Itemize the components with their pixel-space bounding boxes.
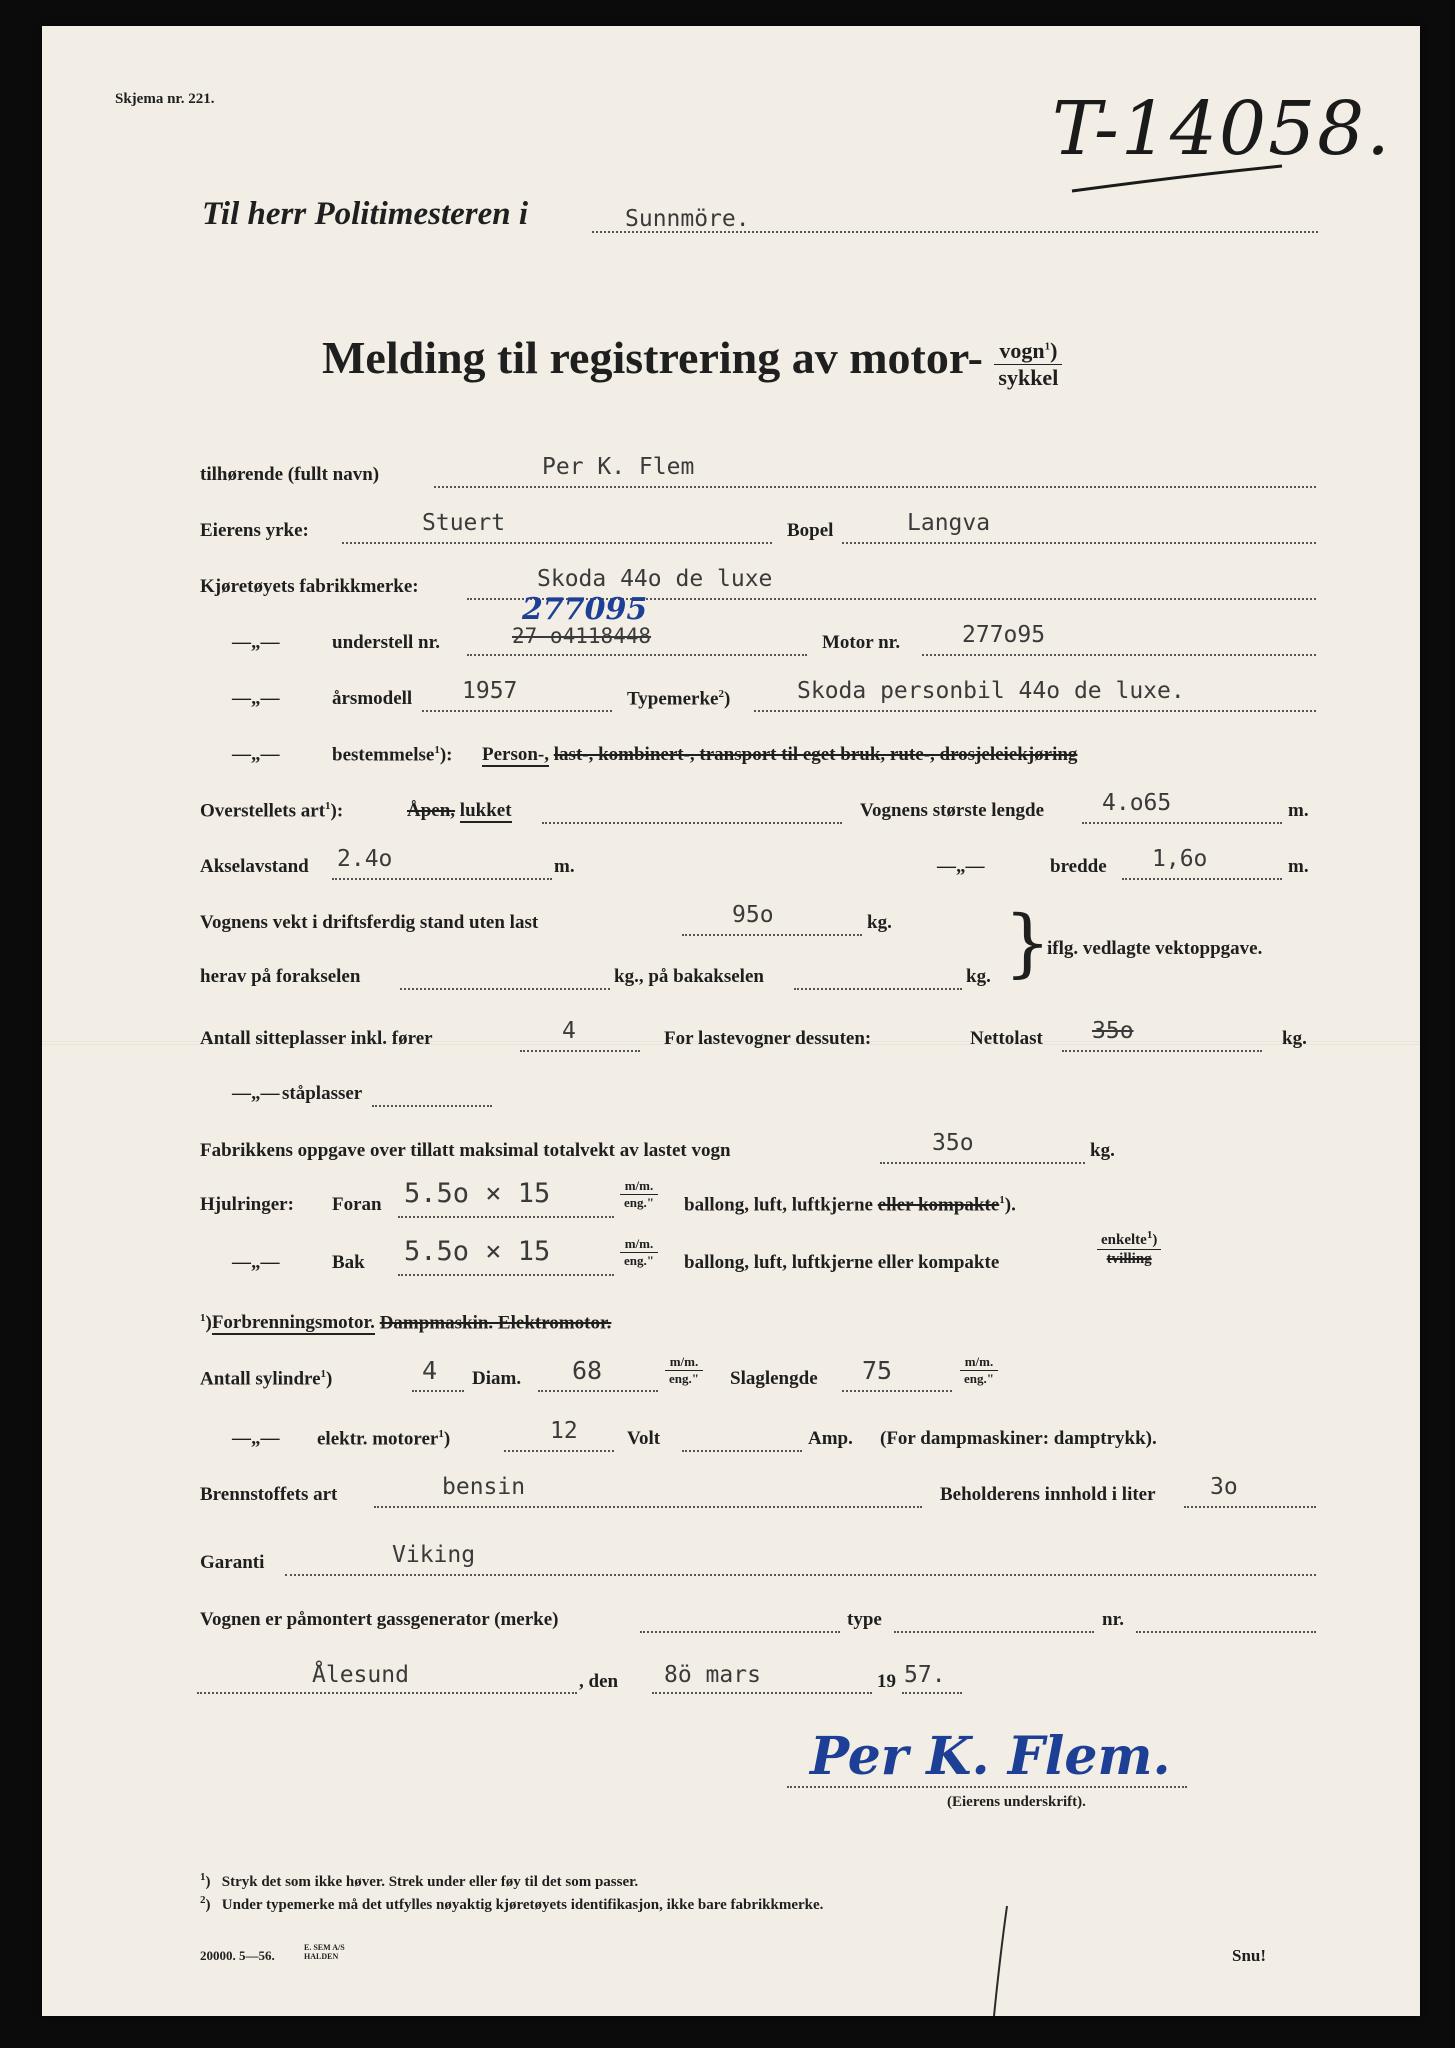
- print-info: 20000. 5—56.: [200, 1948, 275, 1963]
- date-prefix: , den: [579, 1671, 619, 1692]
- title-text: Melding til registrering av motor-: [322, 332, 983, 383]
- unit-mm: m/m.: [665, 1354, 703, 1371]
- unit-eng: eng.": [669, 1370, 699, 1386]
- fuel-value: bensin: [442, 1474, 526, 1500]
- net-load-value: 35o: [1092, 1018, 1134, 1044]
- stroke-value: 75: [862, 1356, 893, 1385]
- cylinders-value: 4: [422, 1356, 438, 1385]
- body-struck: Åpen,: [407, 800, 456, 821]
- net-load-unit: kg.: [1282, 1028, 1307, 1049]
- make-value: Skoda 44o de luxe: [537, 566, 773, 592]
- truck-label: For lastevogner dessuten:: [664, 1028, 872, 1049]
- weight-note: iflg. vedlagte vektoppgave.: [1047, 938, 1263, 959]
- length-label: Vognens største lengde: [860, 800, 1045, 821]
- purpose-label: bestemmelse$^1$):: [332, 744, 453, 766]
- ditto-mark: —„—: [232, 1252, 280, 1273]
- title-fraction: $\frac{vogn^1)}{\text{sykkel}}$: [994, 338, 1062, 392]
- make-label: Kjøretøyets fabrikkmerke:: [200, 576, 419, 597]
- weight-value: 95o: [732, 902, 774, 928]
- ditto-mark: —„—: [232, 688, 280, 709]
- tyre-types-front-struck: eller kompakte: [877, 1194, 1000, 1216]
- tyre-front-value: 5.5o × 15: [404, 1178, 551, 1209]
- unit-eng: eng.": [624, 1194, 654, 1210]
- model-year-value: 1957: [462, 678, 518, 704]
- chassis-label: understell nr.: [332, 632, 441, 653]
- brace: }: [1004, 900, 1052, 986]
- footnote-2-text: Under typemerke må det utfylles nøyaktig kjøretøyets identifikasjon, ikke bare fabrikkmerke.: [221, 1897, 824, 1913]
- engine-kept: Forbrenningsmotor.: [211, 1312, 375, 1334]
- front-axle-label: herav på forakselen: [200, 966, 361, 987]
- unit-eng: eng.": [964, 1370, 994, 1386]
- printer-info: E. SEM A/S HALDEN: [304, 1943, 345, 1961]
- type-value: Skoda personbil 44o de luxe.: [797, 678, 1185, 704]
- width-label: bredde: [1050, 856, 1107, 877]
- unit-mm: m/m.: [960, 1354, 998, 1371]
- cylinders-label-text: Antall sylindre: [200, 1368, 321, 1390]
- body-label: Overstellets art$^1$):: [200, 800, 344, 822]
- body-kept: lukket: [459, 800, 512, 821]
- ditto-mark: —„—: [232, 1083, 280, 1104]
- wheelbase-value: 2.4o: [337, 846, 393, 872]
- occupation-label: Eierens yrke:: [200, 520, 309, 541]
- standing-label: ståplasser: [282, 1083, 363, 1104]
- max-weight-value: 35o: [932, 1130, 974, 1156]
- body-label-text: Overstellets art: [200, 800, 326, 822]
- schema-number: Skjema nr. 221.: [115, 91, 215, 107]
- owner-label: tilhørende (fullt navn): [200, 464, 380, 485]
- engine-kind: $^1$)Forbrenningsmotor. Dampmaskin. Elektromotor.: [200, 1312, 612, 1334]
- gas-generator-label: Vognen er påmontert gassgenerator (merke): [200, 1609, 559, 1630]
- gas-type-label: type: [847, 1609, 882, 1630]
- diam-value: 68: [572, 1356, 603, 1385]
- addressee-label: Til herr Politimesteren i: [202, 196, 529, 232]
- pen-marks: [42, 26, 1420, 2016]
- width-unit: m.: [1288, 856, 1309, 877]
- occupation-value: Stuert: [422, 510, 506, 536]
- ditto-mark: —„—: [937, 856, 985, 877]
- net-load-label: Nettolast: [970, 1028, 1043, 1049]
- footnote-2: $^2$) Under typemerke må det utfylles nøyaktig kjøretøyets identifikasjon, ikke bare fabrikkmerke.: [200, 1894, 824, 1913]
- footnote-1: $^1$) Stryk det som ikke høver. Strek under eller føy til det som passer.: [200, 1871, 639, 1890]
- date-value: 8ö mars: [664, 1662, 761, 1688]
- stroke-label: Slaglengde: [730, 1368, 818, 1389]
- unit-mm: m/m.: [620, 1236, 658, 1253]
- tyre-types-front: ballong, luft, luftkjerne eller kompakte$^1$).: [684, 1194, 1016, 1216]
- year-prefix: 19: [877, 1671, 896, 1692]
- tank-value: 3o: [1210, 1474, 1238, 1500]
- year-value: 57.: [904, 1662, 946, 1688]
- purpose-struck: last-, kombinert-, transport til eget bruk, rute-, drosjeleiekjøring: [553, 744, 1078, 765]
- guarantee-value: Viking: [392, 1542, 476, 1568]
- guarantee-label: Garanti: [200, 1552, 265, 1573]
- weight-label: Vognens vekt i driftsferdig stand uten last: [200, 912, 539, 933]
- length-unit: m.: [1288, 800, 1309, 821]
- elec-label-text: elektr. motorer: [317, 1428, 439, 1450]
- steam-note: (For dampmaskiner: damptrykk).: [880, 1428, 1157, 1449]
- unit-mm: m/m.: [620, 1178, 658, 1195]
- tyre-types-front-text: ballong, luft, luftkjerne: [684, 1194, 873, 1216]
- ditto-mark: —„—: [232, 632, 280, 653]
- owner-signature: Per K. Flem.: [810, 1726, 1171, 1787]
- motor-label: Motor nr.: [822, 632, 901, 653]
- weight-unit: kg.: [867, 912, 892, 933]
- length-value: 4.o65: [1102, 790, 1172, 816]
- tyre-types-rear: ballong, luft, luftkjerne eller kompakte: [684, 1252, 1000, 1273]
- residence-label: Bopel: [787, 520, 834, 541]
- place-value: Ålesund: [312, 1662, 409, 1688]
- type-label: Typemerke$^2$): [627, 688, 731, 710]
- single-text: enkelte: [1101, 1232, 1147, 1248]
- type-label-text: Typemerke: [627, 688, 719, 710]
- ditto-mark: —„—: [232, 1428, 280, 1449]
- rear-label: Bak: [332, 1252, 365, 1273]
- signature-label: (Eierens underskrift).: [947, 1794, 1086, 1810]
- chassis-correction: 277095: [522, 592, 648, 627]
- residence-value: Langva: [907, 510, 991, 536]
- wheelbase-unit: m.: [554, 856, 575, 877]
- rear-axle-label: kg., på bakakselen: [614, 966, 764, 987]
- wheelbase-label: Akselavstand: [200, 856, 309, 877]
- max-weight-unit: kg.: [1090, 1140, 1115, 1161]
- engine-struck: Dampmaskin. Elektromotor.: [379, 1312, 612, 1334]
- volt-label: Volt: [627, 1428, 661, 1449]
- fuel-label: Brennstoffets art: [200, 1484, 338, 1505]
- diam-label: Diam.: [472, 1368, 522, 1389]
- turn-over-note: Snu!: [1232, 1946, 1267, 1965]
- archive-number: T-14058.: [1052, 86, 1392, 172]
- ditto-mark: —„—: [232, 744, 280, 765]
- single-twin-fraction: $\frac{enkelte^1)}{\text{tvilling}}$: [1097, 1229, 1161, 1268]
- twin-text: tvilling: [1106, 1251, 1152, 1267]
- title-vogn: vogn: [999, 337, 1045, 363]
- title-sykkel: sykkel: [998, 365, 1059, 390]
- purpose-kept: Person-,: [482, 744, 550, 765]
- footnote-1-text: Stryk det som ikke høver. Strek under eller føy til det som passer.: [221, 1874, 639, 1890]
- gas-nr-label: nr.: [1102, 1609, 1125, 1630]
- district-value: Sunnmöre.: [625, 206, 750, 232]
- seats-label: Antall sitteplasser inkl. fører: [200, 1028, 433, 1049]
- seats-value: 4: [562, 1018, 576, 1044]
- max-weight-label: Fabrikkens oppgave over tillatt maksimal totalvekt av lastet vogn: [200, 1140, 731, 1161]
- form-sheet: [42, 26, 1420, 2016]
- tank-label: Beholderens innhold i liter: [940, 1484, 1156, 1505]
- unit-eng: eng.": [624, 1252, 654, 1268]
- elec-label: elektr. motorer$^1$): [317, 1428, 451, 1450]
- owner-value: Per K. Flem: [542, 454, 695, 480]
- amp-label: Amp.: [808, 1428, 853, 1449]
- tyre-rear-value: 5.5o × 15: [404, 1236, 551, 1267]
- width-value: 1,6o: [1152, 846, 1208, 872]
- wheels-label: Hjulringer:: [200, 1194, 294, 1215]
- rear-axle-unit: kg.: [966, 966, 991, 987]
- volt-value: 12: [550, 1418, 578, 1444]
- chassis-struck-value: 27 o4118448: [512, 624, 652, 648]
- motor-value: 277o95: [962, 622, 1046, 648]
- cylinders-label: Antall sylindre$^1$): [200, 1368, 333, 1390]
- model-year-label: årsmodell: [332, 688, 413, 709]
- purpose-label-text: bestemmelse: [332, 744, 435, 766]
- front-label: Foran: [332, 1194, 382, 1215]
